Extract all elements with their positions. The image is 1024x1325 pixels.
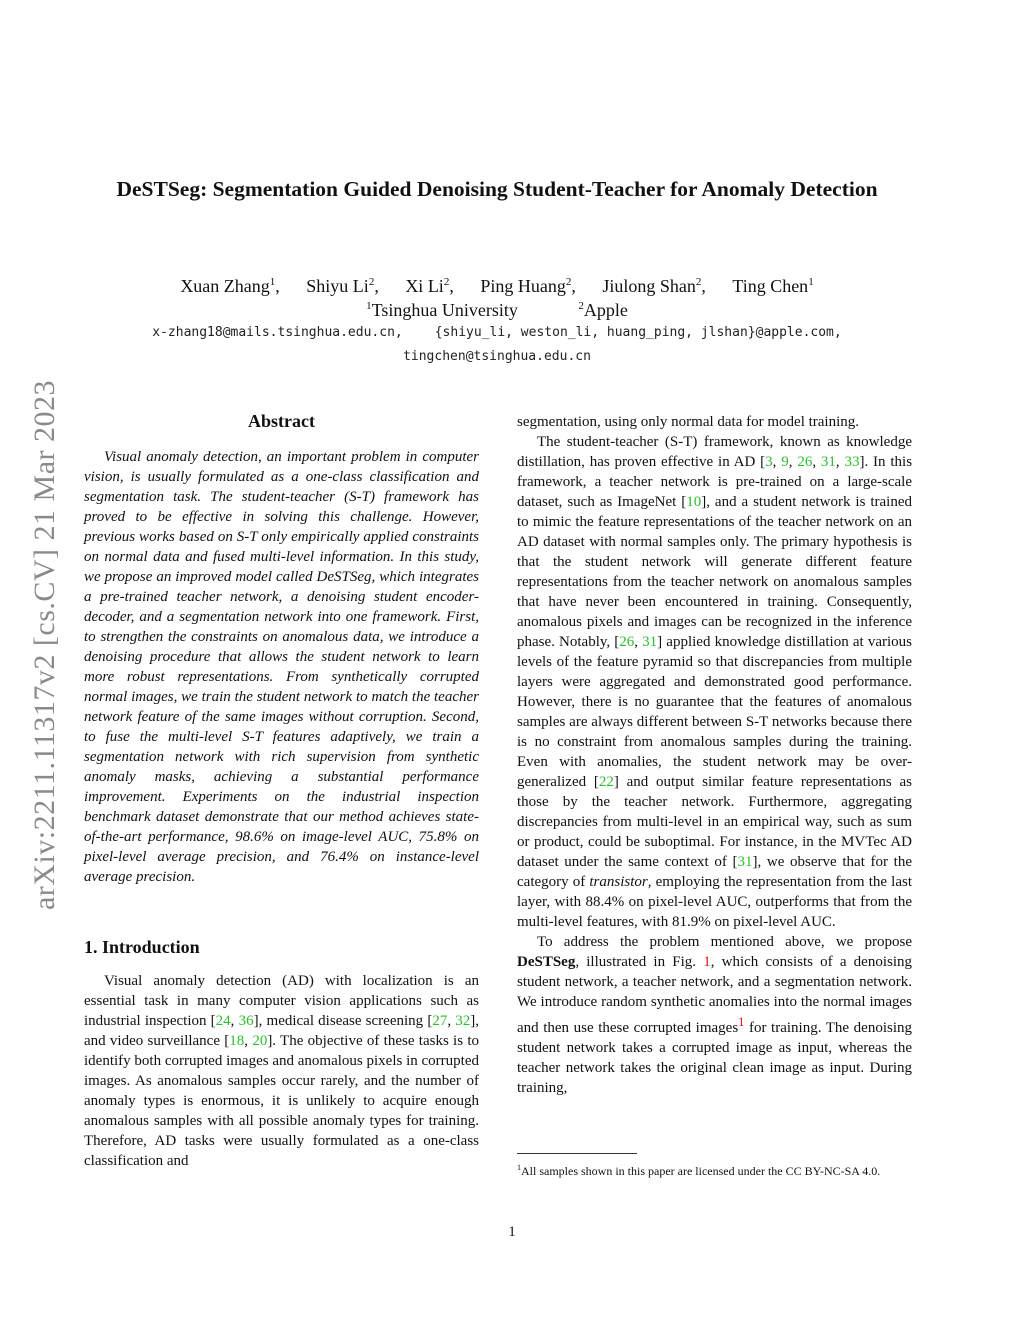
intro-paragraph-continued: segmentation, using only normal data for model training. <box>517 414 860 430</box>
citation-link[interactable]: 24 <box>215 1013 231 1029</box>
citation-link[interactable]: 20 <box>252 1033 268 1049</box>
abstract-body: Visual anomaly detection, an important problem in computer vision, is usually formulated as a one-class classification and segmentation task. The student-teacher (S-T) framework has proved to be effective in solving this challenge. However, previous works based on S-T only empirically applied constraints on normal data and fused multi-level information. In this study, we propose an improved model called DeSTSeg, which integrates a pre-trained teacher network, a denoising student encoder-decoder, and a segmentation network into one framework. First, to strengthen the constraints on anomalous data, we introduce a denoising procedure that allows the student network to learn more robust representations. From synthetically corrupted normal images, we train the student network to match the teacher network feature of the same images without corruption. Second, to fuse the multi-level S-T features adaptively, we train a segmentation network with rich supervision from synthetic anomaly masks, achieving a substantial performance improvement. Experiments on the industrial inspection benchmark dataset demonstrate that our method achieves state-of-the-art performance, 98.6% on image-level AUC, 75.8% on pixel-level average precision, and 76.4% on instance-level average precision. <box>84 449 479 885</box>
author: Ting Chen$^1$ <box>732 276 814 296</box>
left-column <box>84 407 479 1171</box>
citation-link[interactable]: 33 <box>844 454 860 470</box>
intro-paragraph: The student-teacher (S-T) framework, known as knowledge distillation, has proven effective in AD [3, 9, 26, 31, 33]. In this framework, a teacher network is pre-trained on a large-scale dataset, such as ImageNet [10], and a student network is trained to mimic the feature representations of the teacher network on an AD dataset with normal samples only. The primary hypothesis is that the student network will generate different feature representations from the teacher network on anomalous samples that have never been encountered in training. Consequently, anomalous pixels and images can be recognized in the inference phase. Notably, [26, 31] applied knowledge distillation at various levels of the feature pyramid so that discrepancies from multiple layers were aggregated and demonstrated good performance. However, there is no guarantee that the features of anomalous samples are always different between S-T networks because there is no constraint from anomalous samples during the training. Even with anomalies, the student network may be over-generalized [22] and output similar feature representations as those by the teacher network. Furthermore, aggregating discrepancies from multi-level in an empirical way, such as sum or product, could be suboptimal. For instance, in the MVTec AD dataset under the same context of [31], we observe that for the category of transistor, employing the representation from the last layer, with 88.4% on pixel-level AUC, outperforms that from the multi-level features, with 81.9% on pixel-level AUC. <box>517 434 913 930</box>
author-emails <box>90 321 904 369</box>
citation-link[interactable]: 31 <box>820 454 836 470</box>
intro-paragraph: To address the problem mentioned above, we propose DeSTSeg, illustrated in Fig. 1, which consists of a denoising student network, a teacher network, and a segmentation network. We introduce random synthetic anomalies into the normal images and then use these corrupted images$^1$ for training. The denoising student network takes a corrupted image as input, whereas the teacher network takes the original clean image as input. During training, <box>517 934 912 1096</box>
footnote-link[interactable]: 1 <box>738 1015 745 1029</box>
author: Ping Huang$^2$, <box>480 276 576 296</box>
citation-link[interactable]: 27 <box>432 1013 448 1029</box>
page-number: 1 <box>508 1224 516 1240</box>
citation-link[interactable]: 26 <box>797 454 813 470</box>
abstract-heading: Abstract <box>248 411 315 431</box>
footnote: $^1$All samples shown in this paper are licensed under the CC BY-NC-SA 4.0. <box>517 1163 881 1178</box>
figure-link[interactable]: 1 <box>703 954 711 970</box>
right-column <box>517 412 912 1098</box>
citation-link[interactable]: 22 <box>598 774 614 790</box>
author: Xuan Zhang$^1$, <box>180 276 280 296</box>
section-heading-introduction: 1. Introduction <box>84 937 200 957</box>
email: {shiyu_li, weston_li, huang_ping, jlshan}@apple.com, <box>434 325 842 340</box>
citation-link[interactable]: 9 <box>781 454 789 470</box>
author: Xi Li$^2$, <box>405 276 454 296</box>
affiliation: $^2$Apple <box>578 300 628 320</box>
citation-link[interactable]: 31 <box>642 634 658 650</box>
email: x-zhang18@mails.tsinghua.edu.cn, <box>152 325 403 340</box>
footnote-rule <box>517 1153 637 1154</box>
email: tingchen@tsinghua.edu.cn <box>403 349 591 364</box>
affiliation: $^1$Tsinghua University <box>366 300 518 320</box>
citation-link[interactable]: 31 <box>737 854 753 870</box>
citation-link[interactable]: 32 <box>455 1013 471 1029</box>
paper-title: DeSTSeg: Segmentation Guided Denoising Student-Teacher for Anomaly Detection <box>116 177 878 201</box>
author: Jiulong Shan$^2$, <box>602 276 706 296</box>
affiliations <box>90 294 904 322</box>
arxiv-id: arXiv:2211.11317v2 [cs.CV] 21 Mar 2023 <box>28 379 62 911</box>
intro-paragraph: Visual anomaly detection (AD) with localization is an essential task in many computer vision applications such as industrial inspection [24, 36], medical disease screening [27, 32], and video surveillance [18, 20]. The objective of these tasks is to identify both corrupted images and anomalous pixels in corrupted images. As anomalous samples occur rarely, and the number of anomaly types is enormous, it is unlikely to acquire enough anomalous samples with all possible anomaly types for training. Therefore, AD tasks were usually formulated as a one-class classification and <box>84 973 480 1169</box>
citation-link[interactable]: 36 <box>238 1013 254 1029</box>
arxiv-stamp <box>30 345 60 945</box>
citation-link[interactable]: 26 <box>619 634 635 650</box>
citation-link[interactable]: 18 <box>229 1033 245 1049</box>
author: Shiyu Li$^2$, <box>306 276 379 296</box>
citation-link[interactable]: 10 <box>686 494 702 510</box>
citation-link[interactable]: 3 <box>765 454 773 470</box>
